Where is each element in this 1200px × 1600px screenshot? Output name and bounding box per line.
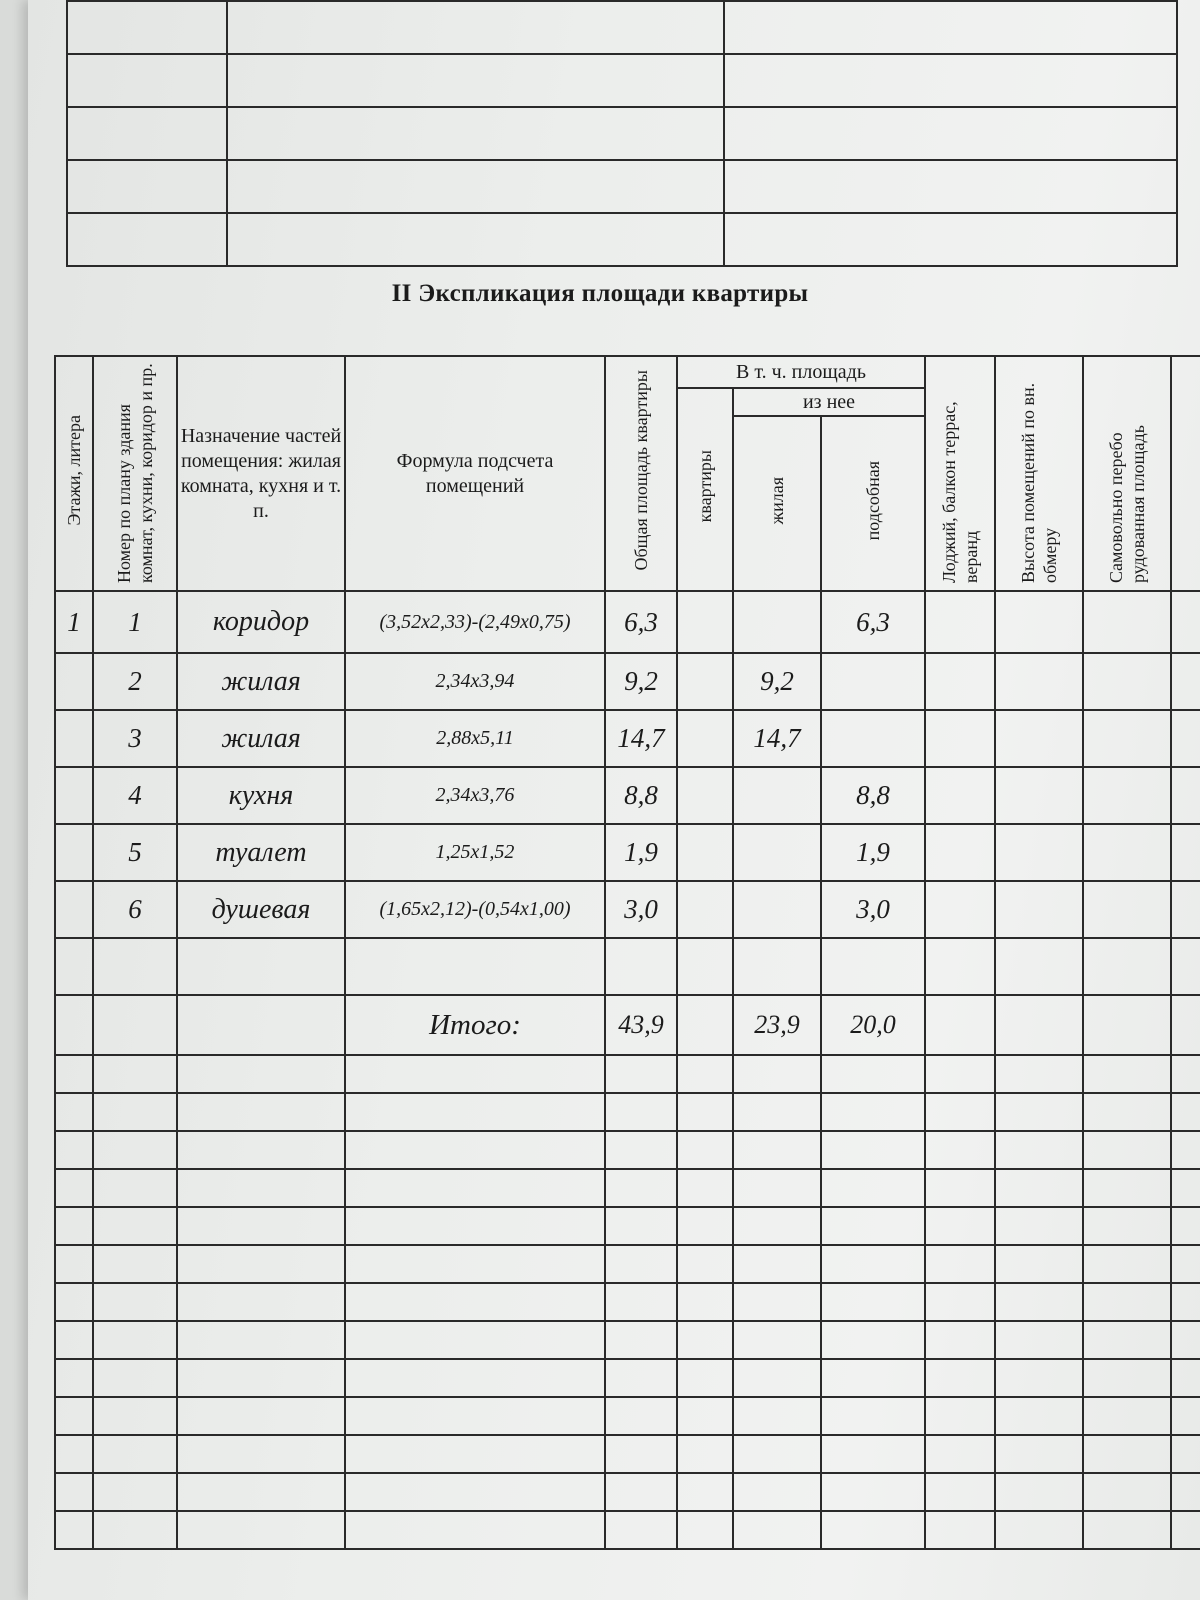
cell-formula: (3,52х2,33)-(2,49х0,75)	[345, 591, 605, 653]
cell-purpose: душевая	[177, 881, 345, 938]
cell-total-area: 6,3	[605, 591, 677, 653]
cell-auxiliary	[821, 653, 925, 710]
total-label: Итого:	[345, 995, 605, 1055]
cell-loggias	[925, 653, 995, 710]
table-row-empty	[55, 938, 1200, 995]
header-including-area: В т. ч. площадь	[677, 356, 925, 388]
cell-formula: 1,25х1,52	[345, 824, 605, 881]
cell-purpose: жилая	[177, 653, 345, 710]
header-floor: Этажи, литера	[55, 356, 93, 591]
cell-cut-off	[1171, 881, 1200, 938]
header-living: жилая	[733, 416, 821, 591]
empty-row	[67, 1, 1177, 54]
cell-unauthorized	[1083, 881, 1171, 938]
cell-total-area: 9,2	[605, 653, 677, 710]
cell-auxiliary: 1,9	[821, 824, 925, 881]
table-row-empty	[55, 1207, 1200, 1245]
cell-floor	[55, 881, 93, 938]
cell-living	[733, 591, 821, 653]
empty-row	[67, 160, 1177, 213]
total-auxiliary-sum: 20,0	[821, 995, 925, 1055]
cell-cut-off	[1171, 591, 1200, 653]
previous-section-table	[66, 0, 1178, 267]
header-unauthorized: Самовольно перебо рудованная площадь	[1083, 356, 1171, 591]
table-row-empty	[55, 1169, 1200, 1207]
empty-row	[67, 107, 1177, 160]
cell-auxiliary: 8,8	[821, 767, 925, 824]
header-of-which: из нее	[733, 388, 925, 416]
table-row-empty	[55, 1055, 1200, 1093]
table-row	[55, 591, 1200, 653]
cell-auxiliary: 6,3	[821, 591, 925, 653]
table-row	[55, 767, 1200, 824]
cell-room-number: 6	[93, 881, 177, 938]
table-row	[55, 653, 1200, 710]
cell-floor	[55, 767, 93, 824]
cell-floor: 1	[55, 591, 93, 653]
header-total-area: Общая площадь квартиры	[605, 356, 677, 591]
header-room-number: Номер по плану здания комнат, кухни, коридор и пр.	[93, 356, 177, 591]
cell-room-number: 3	[93, 710, 177, 767]
empty-row	[67, 213, 1177, 266]
table-row	[55, 710, 1200, 767]
cell-auxiliary: 3,0	[821, 881, 925, 938]
cell-loggias	[925, 591, 995, 653]
cell-height	[995, 710, 1083, 767]
cell-formula: 2,88х5,11	[345, 710, 605, 767]
header-apartment: квартиры	[677, 388, 733, 591]
total-area-sum: 43,9	[605, 995, 677, 1055]
table-row	[55, 824, 1200, 881]
table-row-empty	[55, 1359, 1200, 1397]
cell-total-area: 14,7	[605, 710, 677, 767]
cell-living	[733, 881, 821, 938]
cell-formula: 2,34х3,76	[345, 767, 605, 824]
cell-purpose: туалет	[177, 824, 345, 881]
cell-cut-off	[1171, 767, 1200, 824]
table-row-empty	[55, 1321, 1200, 1359]
cell-total-area: 8,8	[605, 767, 677, 824]
cell-cut-off	[1171, 824, 1200, 881]
cell-floor	[55, 653, 93, 710]
cell-total-area: 3,0	[605, 881, 677, 938]
cell-total-area: 1,9	[605, 824, 677, 881]
table-row-empty	[55, 1245, 1200, 1283]
cell-room-number: 1	[93, 591, 177, 653]
cell-auxiliary	[821, 710, 925, 767]
table-row-empty	[55, 1511, 1200, 1549]
cell-unauthorized	[1083, 591, 1171, 653]
header-auxiliary: подсобная	[821, 416, 925, 591]
total-living-sum: 23,9	[733, 995, 821, 1055]
area-explication-table	[54, 355, 1200, 1550]
cell-living: 9,2	[733, 653, 821, 710]
cell-loggias	[925, 767, 995, 824]
cell-formula: 2,34х3,94	[345, 653, 605, 710]
cell-unauthorized	[1083, 653, 1171, 710]
table-row	[55, 881, 1200, 938]
cell-height	[995, 824, 1083, 881]
header-formula: Формула подсчета помещений	[345, 356, 605, 591]
table-row-empty	[55, 1093, 1200, 1131]
header-height: Высота помещений по вн. обмеру	[995, 356, 1083, 591]
cell-unauthorized	[1083, 824, 1171, 881]
table-row-empty	[55, 1131, 1200, 1169]
cell-formula: (1,65х2,12)-(0,54х1,00)	[345, 881, 605, 938]
cell-living: 14,7	[733, 710, 821, 767]
cell-purpose: кухня	[177, 767, 345, 824]
cell-living	[733, 767, 821, 824]
cell-apartment	[677, 710, 733, 767]
cell-loggias	[925, 881, 995, 938]
empty-row	[67, 54, 1177, 107]
cell-apartment	[677, 881, 733, 938]
cell-floor	[55, 710, 93, 767]
cell-room-number: 5	[93, 824, 177, 881]
cell-room-number: 4	[93, 767, 177, 824]
table-row-empty	[55, 1435, 1200, 1473]
cell-room-number: 2	[93, 653, 177, 710]
cell-floor	[55, 824, 93, 881]
cell-loggias	[925, 824, 995, 881]
cell-living	[733, 824, 821, 881]
table-row-empty	[55, 1283, 1200, 1321]
section-title: II Экспликация площади квартиры	[391, 280, 809, 307]
table-row-empty	[55, 1473, 1200, 1511]
cell-cut-off	[1171, 710, 1200, 767]
cell-height	[995, 767, 1083, 824]
cell-unauthorized	[1083, 767, 1171, 824]
cell-height	[995, 591, 1083, 653]
header-row-1	[55, 356, 1200, 388]
cell-apartment	[677, 591, 733, 653]
cell-loggias	[925, 710, 995, 767]
cell-height	[995, 881, 1083, 938]
cell-apartment	[677, 824, 733, 881]
cell-apartment	[677, 653, 733, 710]
cell-purpose: коридор	[177, 591, 345, 653]
table-row-empty	[55, 1397, 1200, 1435]
cell-apartment	[677, 767, 733, 824]
cell-unauthorized	[1083, 710, 1171, 767]
cell-cut-off	[1171, 653, 1200, 710]
header-purpose: Назначение частей помещения: жилая комната, кухня и т. п.	[177, 356, 345, 591]
total-row	[55, 995, 1200, 1055]
header-loggias: Лоджий, балкон террас, веранд	[925, 356, 995, 591]
cell-purpose: жилая	[177, 710, 345, 767]
cell-height	[995, 653, 1083, 710]
header-cut-off	[1171, 356, 1200, 591]
